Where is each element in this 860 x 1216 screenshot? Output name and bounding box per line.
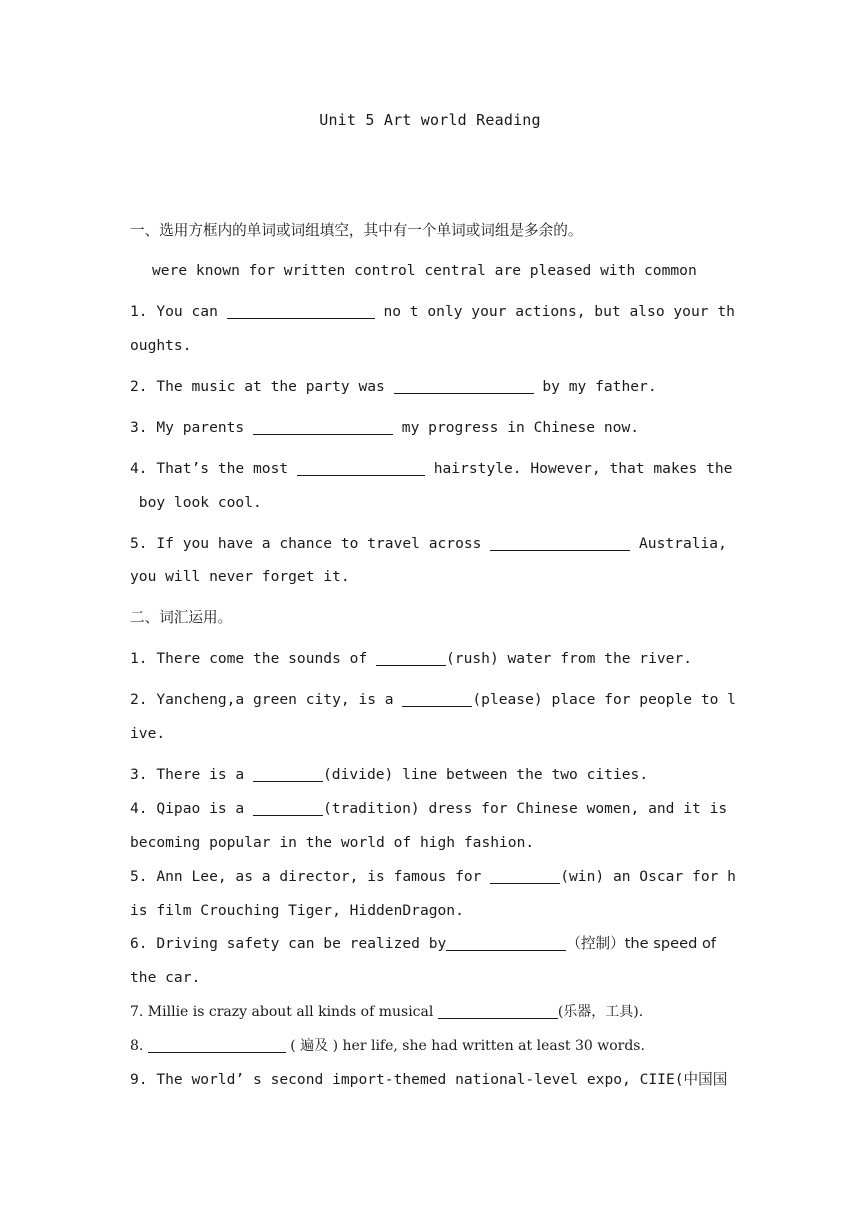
s2-q9: 9. The world’ s second import-themed national-level expo, CIIE(中国国 <box>130 1071 728 1088</box>
s2-q3 <box>130 765 730 785</box>
s2-q2-cont: ive. <box>130 725 166 742</box>
question-text: hairstyle. However, that makes the <box>424 460 733 477</box>
question-text: 3. There is a <box>130 766 254 783</box>
s2-q4-cont: becoming popular in the world of high fashion. <box>130 834 535 851</box>
section2-heading: 二、词汇运用。 <box>130 609 233 626</box>
question-text: by my father. <box>533 378 657 395</box>
s2-q6 <box>130 934 730 954</box>
s1-q5-cont: you will never forget it. <box>130 568 350 585</box>
question-text: (please) place for people to l <box>472 691 736 708</box>
answer-blank[interactable] <box>490 534 630 551</box>
s2-q4 <box>130 799 730 819</box>
question-text: (divide) line between the two cities. <box>323 766 649 783</box>
question-text: 4. That’s the most <box>130 460 297 477</box>
question-text: no t only your actions, but also your th <box>374 303 735 320</box>
question-text: 3. My parents <box>130 419 254 436</box>
question-text: 6. Driving safety can be realized by <box>130 935 447 952</box>
s2-q7 <box>130 1002 730 1022</box>
question-text: my progress in Chinese now. <box>393 419 640 436</box>
question-text: (win) an Oscar for h <box>560 868 736 885</box>
s1-q4-cont: boy look cool. <box>130 494 262 511</box>
question-text: （控制）the speed of <box>566 935 717 952</box>
question-text: Australia, <box>630 535 727 552</box>
question-text: 7. Millie is crazy about all kinds of musical <box>130 1004 438 1020</box>
section1-heading: 一、选用方框内的单词或词组填空，其中有一个单词或词组是多余的。 <box>130 222 583 239</box>
s2-q5 <box>130 867 736 887</box>
answer-blank[interactable] <box>297 459 425 476</box>
answer-blank[interactable] <box>253 418 393 435</box>
answer-blank[interactable] <box>394 377 534 394</box>
page-title: Unit 5 Art world Reading <box>319 111 541 129</box>
answer-blank[interactable] <box>227 302 375 319</box>
question-text: 2. The music at the party was <box>130 378 394 395</box>
answer-blank[interactable] <box>490 867 560 884</box>
question-text: 5. If you have a chance to travel across <box>130 535 491 552</box>
question-text: ( 遍及 ) her life, she had written at least 30 words. <box>285 1038 645 1054</box>
question-text: 1. There come the sounds of <box>130 650 377 667</box>
question-text: (tradition) dress for Chinese women, and it is <box>323 800 728 817</box>
question-text: 5. Ann Lee, as a director, is famous for <box>130 868 491 885</box>
s2-q6-cont: the car. <box>130 969 201 986</box>
question-text: 1. You can <box>130 303 227 320</box>
s2-q1 <box>130 649 730 669</box>
question-text: 8. <box>130 1038 148 1054</box>
question-text: (乐器，工具). <box>557 1004 644 1020</box>
s2-q5-cont: is film Crouching Tiger, HiddenDragon. <box>130 902 464 919</box>
s1-q1-cont: oughts. <box>130 337 192 354</box>
question-text: (rush) water from the river. <box>446 650 693 667</box>
answer-blank[interactable] <box>253 765 323 782</box>
answer-blank[interactable] <box>376 649 446 666</box>
s1-q5 <box>130 534 730 554</box>
answer-blank[interactable] <box>253 799 323 816</box>
s1-q4 <box>130 459 733 479</box>
s1-q1 <box>130 302 735 322</box>
answer-blank[interactable] <box>148 1036 286 1053</box>
question-text: 4. Qipao is a <box>130 800 254 817</box>
s1-q2 <box>130 377 730 397</box>
word-box: were known for written control central are pleased with common <box>152 262 697 279</box>
answer-blank[interactable] <box>438 1002 558 1019</box>
s2-q2 <box>130 690 736 710</box>
s2-q8 <box>130 1036 730 1056</box>
answer-blank[interactable] <box>446 934 566 951</box>
question-text: 2. Yancheng,a green city, is a <box>130 691 403 708</box>
s1-q3 <box>130 418 730 438</box>
answer-blank[interactable] <box>402 690 472 707</box>
